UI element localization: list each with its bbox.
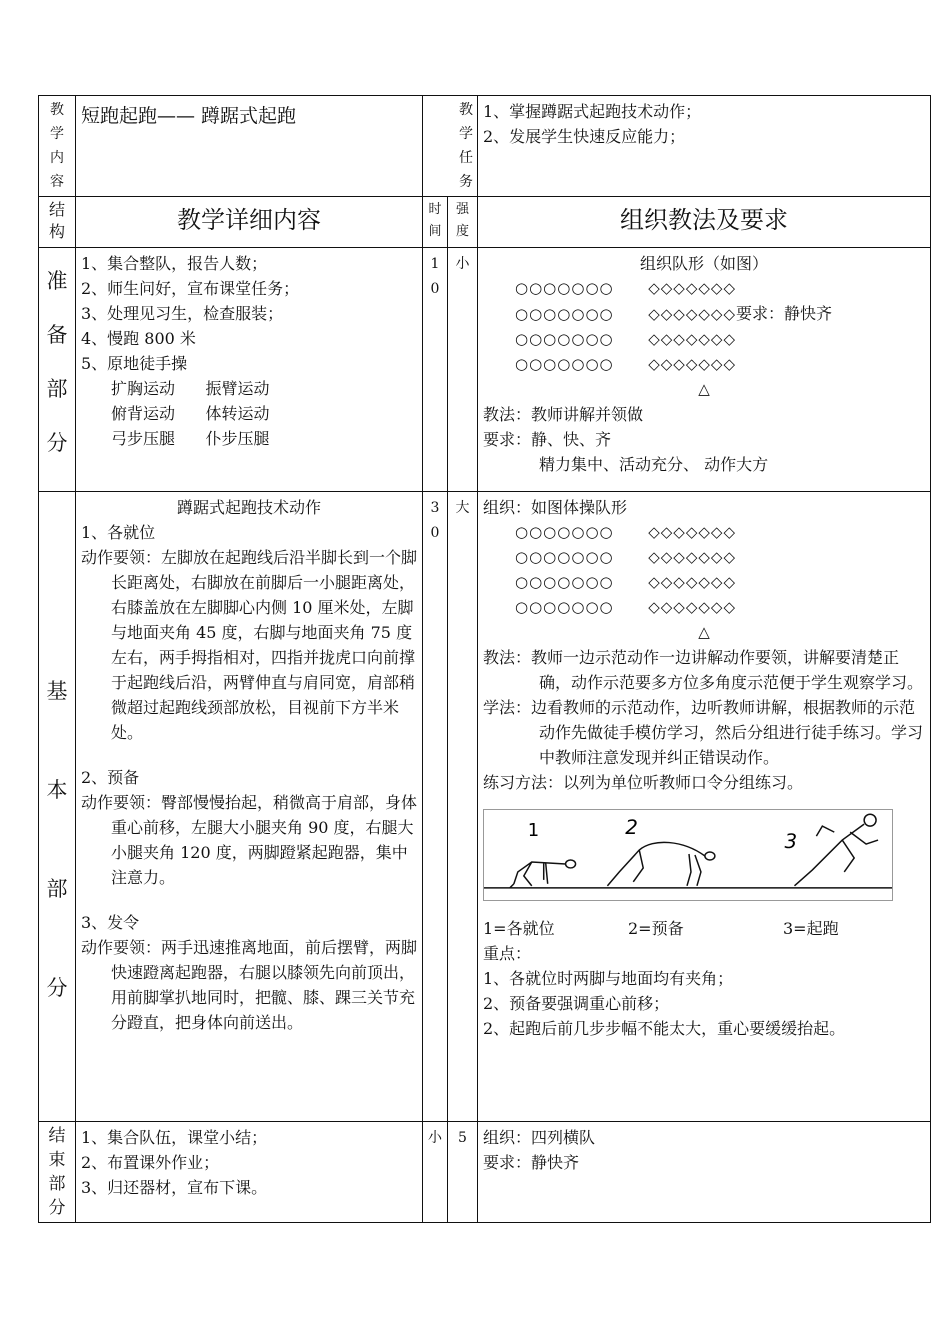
end-intensity: 小	[423, 1122, 448, 1223]
time-header: 时 间	[423, 197, 448, 248]
task-list: 1、掌握蹲踞式起跑技术动作； 2、发展学生快速反应能力；	[478, 96, 931, 197]
prep-intensity: 小	[448, 248, 478, 492]
basic-intensity: 大	[448, 492, 478, 1122]
task-label: 教 学 任 务	[423, 96, 478, 197]
row-basic	[39, 492, 931, 1122]
teacher-marker: △	[698, 380, 710, 398]
detail-header: 教学详细内容	[76, 197, 423, 248]
stance-set-figure	[510, 860, 576, 888]
lesson-plan	[38, 95, 930, 1223]
content-label: 教 学 内 容	[39, 96, 76, 197]
basic-label: 基 本 部 分	[39, 492, 76, 1122]
row-headers	[39, 197, 931, 248]
content-value: 短跑起跑—— 蹲踞式起跑	[76, 96, 423, 197]
method-header: 组织教法及要求	[478, 197, 931, 248]
figure-legend: 1=各就位 2=预备 3=起跑	[483, 919, 839, 938]
prep-content: 1、集合整队，报告人数； 2、师生问好，宣布课堂任务； 3、处理见习生，检查服装； 4、慢跑 800 米 5、原地徒手操 扩胸运动 振臂运动 俯背运动 体转运动 弓步压腿 仆步压腿	[76, 248, 423, 492]
structure-header: 结 构	[39, 197, 76, 248]
teacher-marker: △	[698, 623, 710, 641]
basic-content: 蹲踞式起跑技术动作 1、各就位 动作要领：左脚放在起跑线后沿半脚长到一个脚长距离处，右脚放在前脚后一小腿距离处，右膝盖放在左脚脚心内侧 10 厘米处，左脚与地面夹角 45 度，右脚与地面夹角 75 度左右，两手拇指相对，四指并拢虎口向前撑于起跑线后沿，两臂伸直与肩同宽，肩部稍微超过起跑线颈部放松，目视前下方半米处。 2、预备 动作要领：臀部慢慢抬起，稍微高于肩部，身体重心前移，左腿大小腿夹角 90 度，右腿大小腿夹角 120 度，两脚蹬紧起跑器，集中注意力。 3、发令 动作要领：两手迅速推离地面，前后摆臂，两脚快速蹬离起跑器，右腿以膝领先向前顶出，用前脚掌扒地同时，把髋、膝、踝三关节充分蹬直，把身体向前送出。	[76, 492, 423, 1122]
figure-label-3: 3	[784, 830, 798, 854]
prep-method: 组织队形（如图） ○○○○○○○ ◇◇◇◇◇◇◇ ○○○○○○○ ◇◇◇◇◇◇◇要求：静快齐 ○○○○○○○ ◇◇◇◇◇◇◇ ○○○○○○○ ◇◇◇◇◇◇◇ △ 教法：教师讲解并领做 要求：静、快、齐 精力集中、活动充分、 动作大方	[478, 248, 931, 492]
row-preparation	[39, 248, 931, 492]
stance-go-figure	[794, 814, 878, 886]
basic-method: 组织：如图体操队形 ○○○○○○○ ◇◇◇◇◇◇◇ ○○○○○○○ ◇◇◇◇◇◇◇ ○○○○○○○ ◇◇◇◇◇◇◇ ○○○○○○○ ◇◇◇◇◇◇◇ △ 教法：教师一边示范动作一边讲解动作要领，讲解要清楚正确，动作示范要多方位多角度示范便于学生观察学习。 学法：边看教师的示范动作，边听教师讲解，根据教师的示范动作先做徒手模仿学习，然后分组进行徒手练习。学习中教师注意发现并纠正错误动作。 练习方法：以列为单位听教师口令分组练习。 1 2 3 1=各就位 2=预备 3=起跑 重点： 1、各就位时两脚与地面均有夹角； 2、预备要强调重心前移； 2、起跑后前几步步幅不能太大，重心要缓缓抬起。	[478, 492, 931, 1122]
end-label: 结 束 部 分	[39, 1122, 76, 1223]
figure-label-2: 2	[625, 816, 638, 840]
end-content: 1、集合队伍，课堂小结； 2、布置课外作业； 3、归还器材，宣布下课。	[76, 1122, 423, 1223]
row-lesson-info	[39, 96, 931, 197]
row-end	[39, 1122, 931, 1223]
intensity-header: 强 度	[448, 197, 478, 248]
prep-label: 准 备 部 分	[39, 248, 76, 492]
lesson-table	[38, 95, 931, 1223]
stance-ready-figure	[607, 842, 714, 886]
figure-label-1: 1	[527, 820, 540, 842]
sprint-start-figure	[483, 809, 893, 901]
end-time: 5	[448, 1122, 478, 1223]
end-method: 组织：四列横队 要求：静快齐	[478, 1122, 931, 1223]
basic-time: 3 0	[423, 492, 448, 1122]
prep-time: 1 0	[423, 248, 448, 492]
